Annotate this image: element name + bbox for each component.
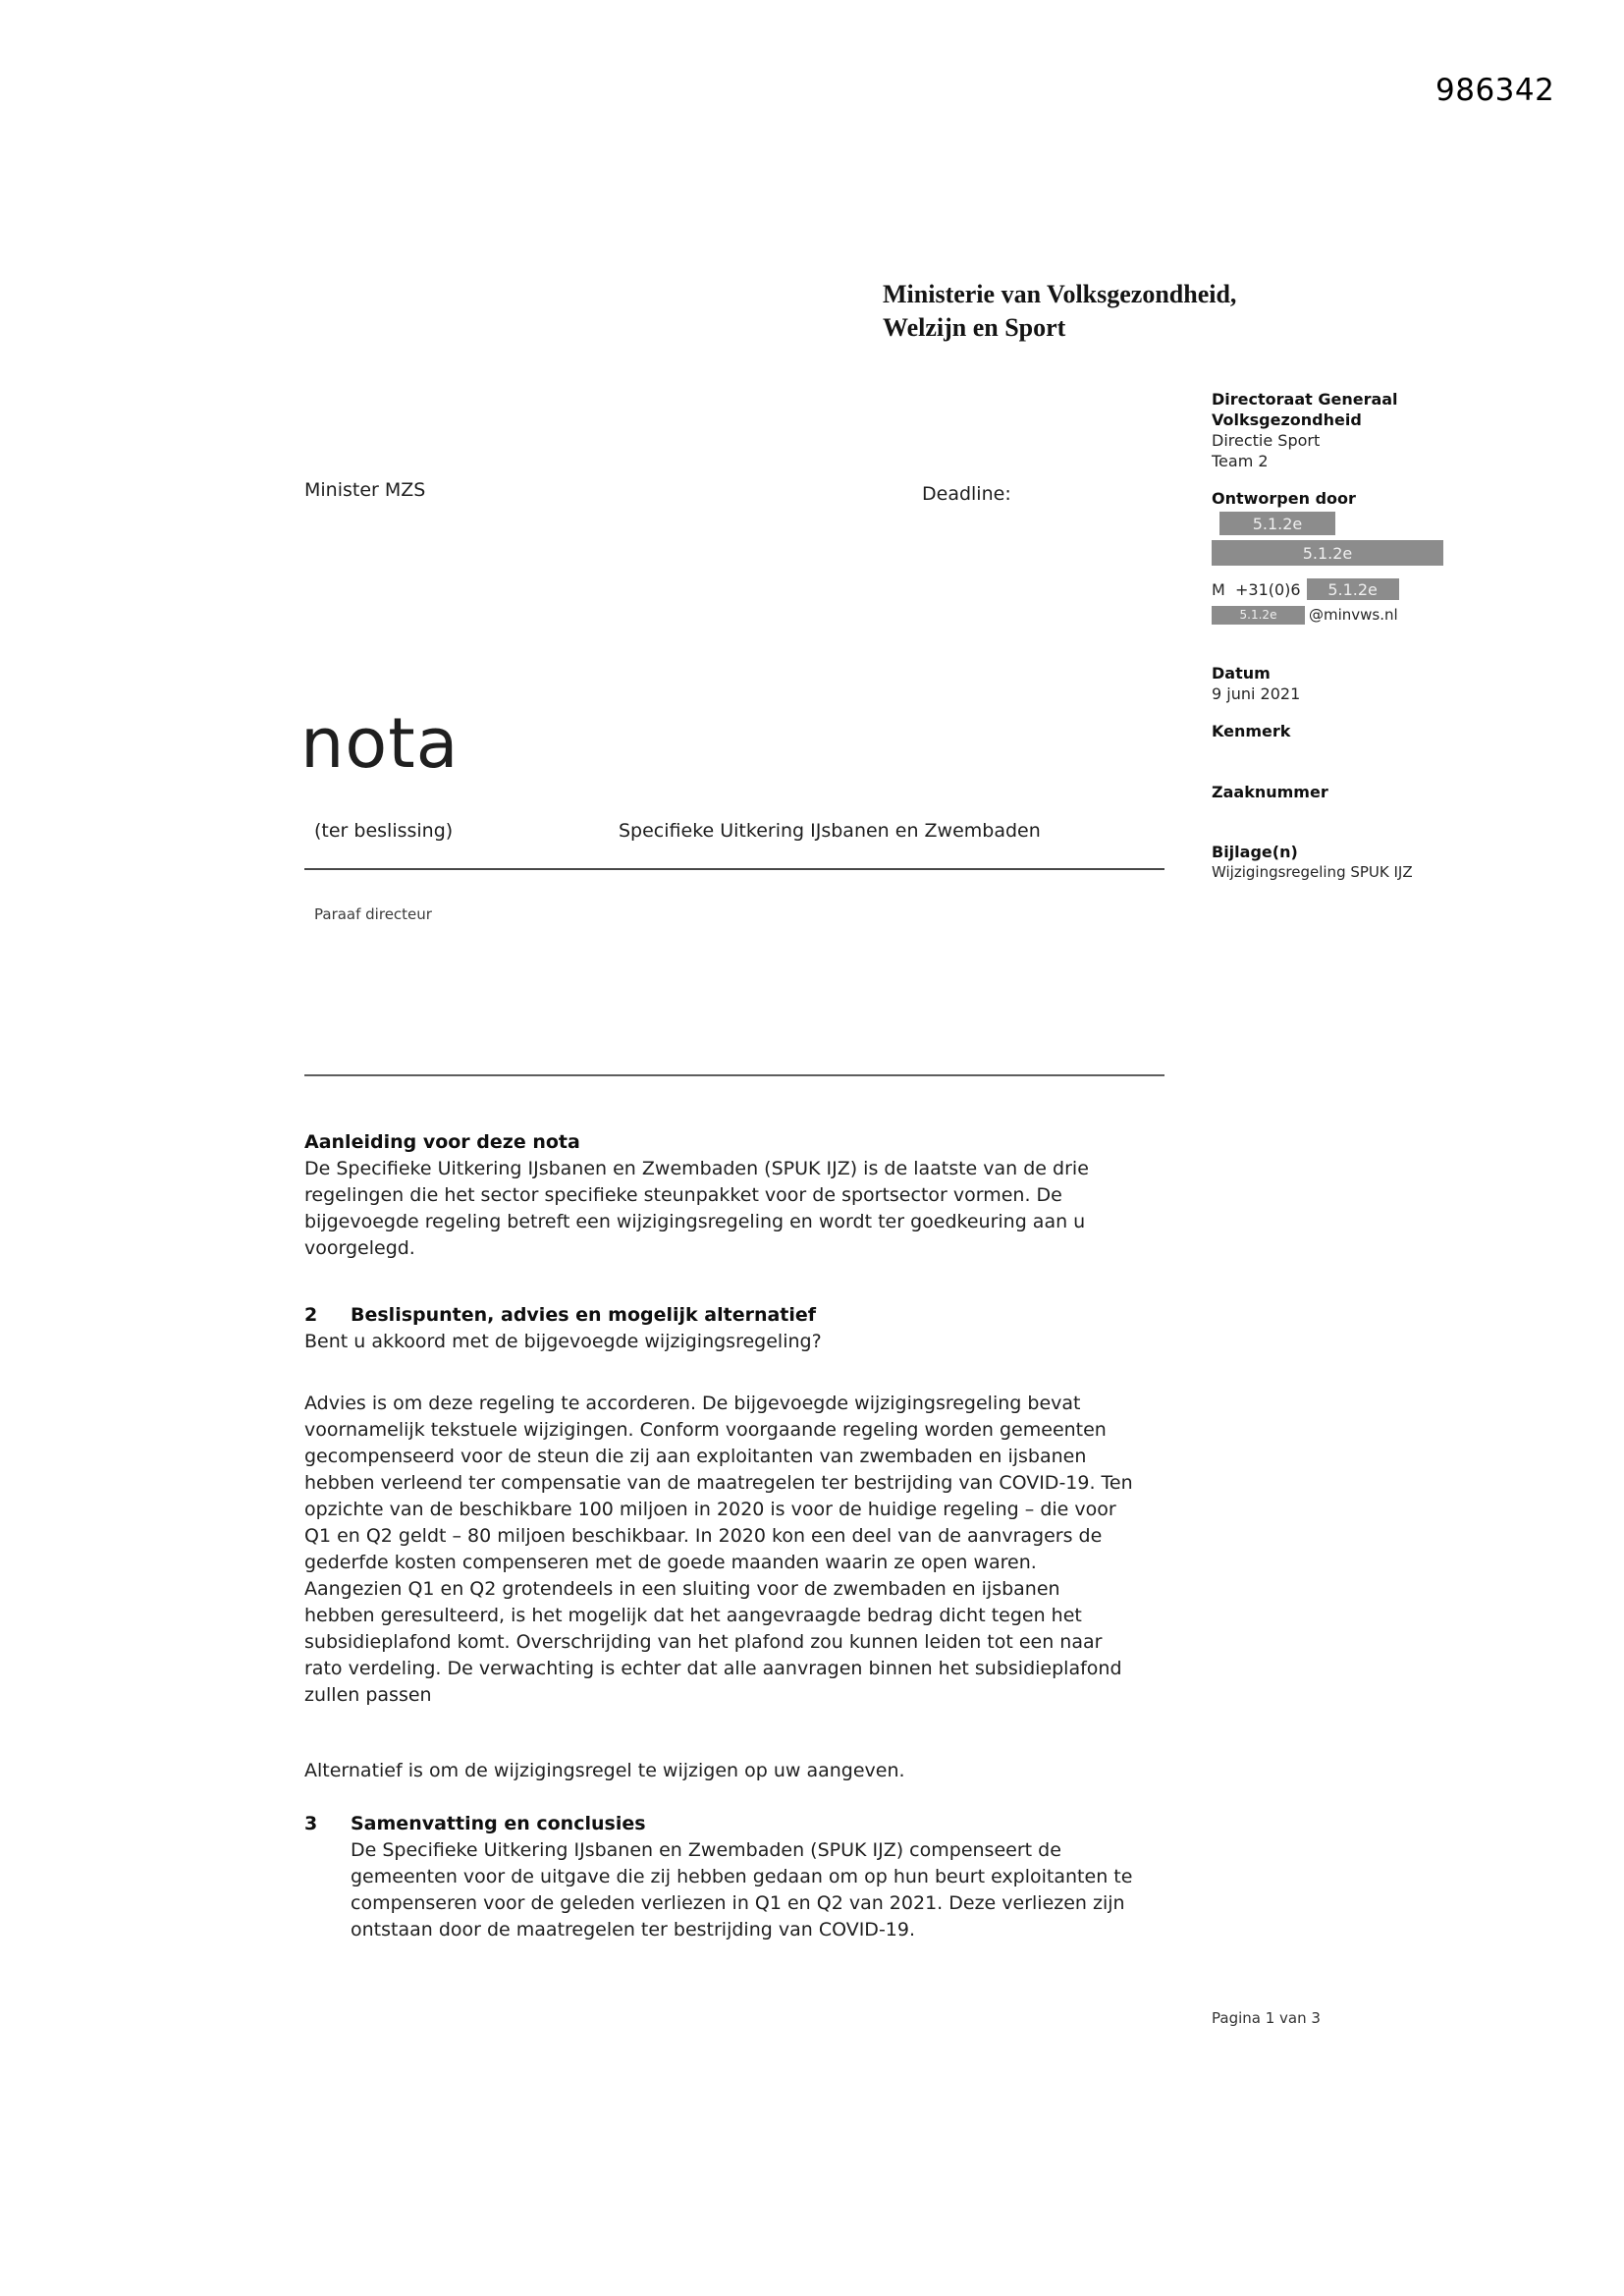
section-2-number: 2 bbox=[304, 1304, 318, 1326]
email-row bbox=[1212, 605, 1463, 626]
redaction-bar-function: 5.1.2e bbox=[1212, 540, 1443, 566]
datum-value: 9 juni 2021 bbox=[1212, 684, 1301, 703]
org-directie: Directie Sport bbox=[1212, 431, 1321, 450]
section-2-heading: Beslispunten, advies en mogelijk alternatief bbox=[351, 1304, 817, 1326]
header-divider bbox=[304, 1074, 1164, 1076]
section-3-paragraph: De Specifieke Uitkering IJsbanen en Zwembaden (SPUK IJZ) compenseert de gemeenten voor de uitgave die zij hebben gedaan om op hun beurt exploitanten te compenseren voor de geleden verliezen in Q1 en Q2 van 2021. Deze verliezen zijn ontstaan door de maatregelen ter bestrijding van COVID-19. bbox=[351, 1839, 1133, 1941]
ministry-wordmark bbox=[883, 278, 1236, 345]
bijlage-label: Bijlage(n) bbox=[1212, 843, 1298, 861]
datum-label: Datum bbox=[1212, 664, 1271, 683]
redaction-bar-email: 5.1.2e bbox=[1212, 606, 1305, 625]
subject-title: Specifieke Uitkering IJsbanen en Zwembaden bbox=[619, 820, 1041, 842]
kenmerk-label: Kenmerk bbox=[1212, 722, 1291, 740]
document-number: 986342 bbox=[1435, 73, 1555, 108]
ter-beslissing-label: (ter beslissing) bbox=[314, 820, 454, 842]
section-1-heading: Aanleiding voor deze nota bbox=[304, 1131, 580, 1153]
section-1-paragraph: De Specifieke Uitkering IJsbanen en Zwembaden (SPUK IJZ) is de laatste van de drie regelingen die het sector specifieke steunpakket voor de sportsector vormen. De bijgevoegde regeling betreft een wijzigingsregeling en wordt ter goedkeuring aan u voorgelegd. bbox=[304, 1158, 1089, 1259]
subject-divider bbox=[304, 868, 1164, 870]
page-indicator: Pagina 1 van 3 bbox=[1212, 2009, 1321, 2027]
phone-row bbox=[1212, 578, 1463, 600]
redaction-bar-name: 5.1.2e bbox=[1219, 512, 1335, 535]
minister-label: Minister MZS bbox=[304, 479, 426, 501]
section-3-number: 3 bbox=[304, 1813, 318, 1834]
org-name-line-2: Volksgezondheid bbox=[1212, 410, 1362, 429]
deadline-label: Deadline: bbox=[922, 483, 1011, 505]
email-suffix: @minvws.nl bbox=[1309, 606, 1398, 624]
org-name-line-1: Directoraat Generaal bbox=[1212, 390, 1398, 409]
org-team: Team 2 bbox=[1212, 452, 1269, 470]
section-2-alternative: Alternatief is om de wijzigingsregel te wijzigen op uw aangeven. bbox=[304, 1760, 905, 1781]
section-3-heading-row bbox=[304, 1811, 1134, 1837]
redaction-bar-phone: 5.1.2e bbox=[1307, 578, 1399, 600]
ministry-line-1: Ministerie van Volksgezondheid, bbox=[883, 280, 1237, 308]
section-2-question: Bent u akkoord met de bijgevoegde wijzigingsregeling? bbox=[304, 1331, 822, 1352]
zaaknummer-label: Zaaknummer bbox=[1212, 783, 1328, 801]
section-3-heading: Samenvatting en conclusies bbox=[351, 1813, 646, 1834]
ontworpen-door-label: Ontworpen door bbox=[1212, 489, 1356, 508]
paraaf-directeur-label: Paraaf directeur bbox=[314, 905, 432, 923]
bijlage-value: Wijzigingsregeling SPUK IJZ bbox=[1212, 863, 1413, 881]
ministry-line-2: Welzijn en Sport bbox=[883, 313, 1066, 342]
document-body bbox=[304, 1129, 1134, 1943]
section-2-paragraph: Advies is om deze regeling te accorderen. De bijgevoegde wijzigingsregeling bevat voornamelijk tekstuele wijzigingen. Conform voorgaande regeling worden gemeenten gecompenseerd voor de steun die zij aan exploitanten van zwembaden en ijsbanen hebben verleend ter compensatie van de maatregelen ter bestrijding van COVID-19. Ten opzichte van de beschikbare 100 miljoen in 2020 is voor de huidige regeling – die voor Q1 en Q2 geldt – 80 miljoen beschikbaar. In 2020 kon een deel van de aanvragers de gederfde kosten compenseren met de goede maanden waarin ze open waren. Aangezien Q1 en Q2 grotendeels in een sluiting voor de zwembaden en ijsbanen hebben geresulteerd, is het mogelijk dat het aangevraagde bedrag dicht tegen het subsidieplafond komt. Overschrijding van het plafond zou kunnen leiden tot een naar rato verdeling. De verwachting is echter dat alle aanvragen binnen het subsidieplafond zullen passen bbox=[304, 1393, 1133, 1706]
section-2-heading-row bbox=[304, 1302, 1134, 1329]
nota-title: nota bbox=[300, 703, 460, 784]
phone-prefix: M +31(0)6 bbox=[1212, 579, 1301, 599]
metadata-panel bbox=[1212, 389, 1463, 883]
